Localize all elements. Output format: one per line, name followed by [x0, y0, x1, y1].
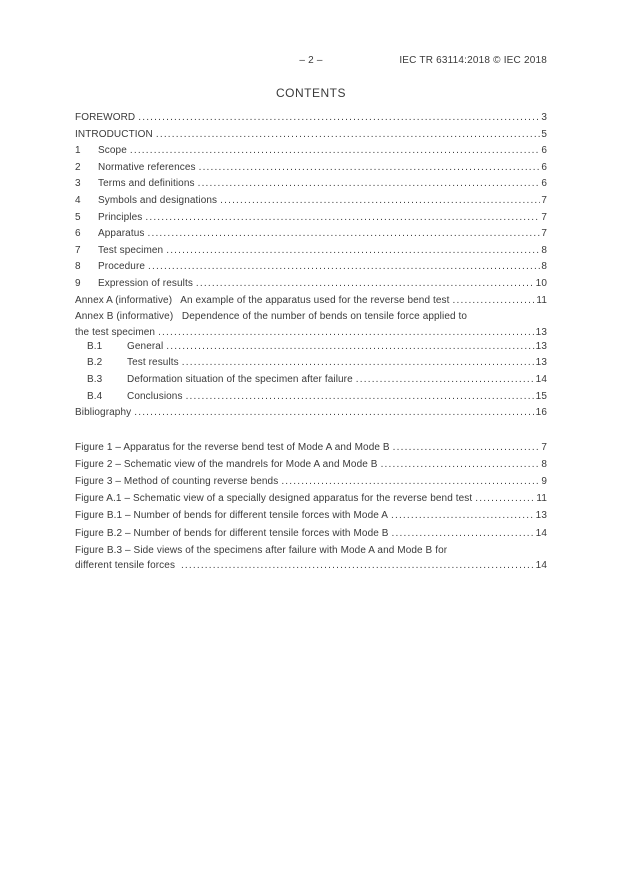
toc-entry-label: Figure 3 – Method of counting reverse bends	[75, 476, 279, 488]
toc-entry-label: Test results	[127, 357, 179, 369]
toc-sections-list	[75, 110, 547, 422]
toc-entry-page: 13	[535, 326, 547, 338]
toc-entry-page: 10	[535, 277, 547, 289]
dot-leader	[453, 293, 536, 310]
toc-entry-page: 13	[535, 510, 547, 522]
toc-entry-page: 11	[536, 493, 547, 505]
toc-entry-page: 8	[541, 244, 547, 256]
dot-leader	[166, 339, 534, 356]
toc-entry-number: 8	[75, 261, 81, 273]
dot-leader	[281, 473, 540, 490]
table-of-contents	[75, 110, 547, 572]
toc-entry-label: Principles	[98, 211, 143, 223]
dot-leader	[381, 456, 541, 473]
toc-figures-list	[75, 439, 547, 572]
toc-section-row[interactable]	[75, 339, 547, 356]
toc-entry-page: 6	[541, 145, 547, 157]
toc-entry-label: the test specimen	[75, 326, 156, 338]
toc-section-row[interactable]	[75, 143, 547, 160]
toc-entry-label: Figure B.3 – Side views of the specimens after failure with Mode A and Mode B for	[75, 544, 448, 556]
toc-entry-page: 7	[541, 194, 547, 206]
toc-entry-number: 2	[75, 161, 81, 173]
toc-entry-label: Figure B.2 – Number of bends for different tensile forces with Mode B	[75, 527, 389, 539]
dot-leader	[130, 143, 540, 160]
toc-entry-page: 13	[535, 357, 547, 369]
dot-leader	[199, 160, 541, 177]
page-header	[75, 54, 547, 67]
dot-leader	[392, 525, 535, 542]
toc-figure-row[interactable]	[75, 542, 547, 559]
toc-section-row[interactable]	[75, 355, 547, 372]
toc-figure-row[interactable]	[75, 456, 547, 473]
toc-section-row[interactable]	[75, 389, 547, 406]
toc-entry-label: Deformation situation of the specimen after failure	[127, 373, 353, 385]
toc-entry-page: 16	[535, 407, 547, 419]
toc-section-row[interactable]	[75, 293, 547, 310]
toc-entry-number: 4	[75, 194, 81, 206]
toc-entry-label: Bibliography	[75, 407, 132, 419]
toc-entry-label: General	[127, 340, 164, 352]
toc-entry-label: Figure 2 – Schematic view of the mandrels for Mode A and Mode B	[75, 458, 378, 470]
toc-section-row[interactable]	[75, 259, 547, 276]
toc-entry-page: 14	[535, 527, 547, 539]
toc-figure-row[interactable]	[75, 507, 547, 524]
page-number-marker: – 2 –	[299, 55, 323, 66]
toc-entry-label: Figure A.1 – Schematic view of a specially designed apparatus for the reverse bend test	[75, 493, 473, 505]
toc-section-row[interactable]	[75, 193, 547, 210]
toc-section-row[interactable]	[75, 127, 547, 144]
dot-leader	[156, 127, 540, 144]
toc-entry-page: 7	[541, 211, 547, 223]
toc-section-row[interactable]	[75, 405, 547, 422]
toc-entry-label: Apparatus	[98, 228, 145, 240]
toc-entry-page: 15	[535, 390, 547, 402]
toc-entry-page: 13	[535, 340, 547, 352]
dot-leader	[182, 355, 535, 372]
toc-entry-label: Normative references	[98, 161, 196, 173]
toc-entry-label: Conclusions	[127, 390, 183, 402]
toc-entry-page: 8	[541, 261, 547, 273]
toc-entry-label: FOREWORD	[75, 112, 136, 123]
toc-entry-number: B.3	[87, 373, 103, 385]
dot-leader	[138, 110, 540, 127]
toc-entry-label: Figure B.1 – Number of bends for different tensile forces with Mode A	[75, 510, 388, 522]
dot-leader	[220, 193, 540, 210]
dot-leader	[148, 259, 540, 276]
toc-section-row[interactable]	[75, 226, 547, 243]
toc-entry-page: 8	[541, 458, 547, 470]
toc-entry-page: 7	[541, 228, 547, 240]
toc-entry-page: 9	[541, 476, 547, 488]
toc-section-row[interactable]	[75, 110, 547, 127]
toc-entry-label: Expression of results	[98, 277, 193, 289]
document-reference: IEC TR 63114:2018 © IEC 2018	[399, 55, 547, 66]
toc-entry-number: 9	[75, 277, 81, 289]
toc-section-row[interactable]	[75, 176, 547, 193]
toc-entry-page: 6	[541, 178, 547, 190]
toc-entry-number: 5	[75, 211, 81, 223]
toc-entry-page: 5	[541, 128, 547, 140]
toc-section-row[interactable]	[75, 210, 547, 227]
toc-section-row[interactable]	[75, 326, 547, 339]
toc-entry-number: B.4	[87, 390, 103, 402]
toc-entry-number: 6	[75, 228, 81, 240]
toc-entry-page: 14	[535, 560, 547, 571]
toc-entry-number: 1	[75, 145, 81, 157]
toc-entry-page: 7	[541, 441, 547, 453]
dot-leader	[391, 507, 535, 524]
dot-leader	[134, 405, 534, 422]
toc-entry-label: Annex B (informative) Dependence of the number of bends on tensile force applied to	[75, 311, 468, 323]
toc-entry-label: Figure 1 – Apparatus for the reverse bend test of Mode A and Mode B	[75, 441, 390, 453]
toc-entry-page: 11	[536, 294, 547, 306]
toc-entry-label: different tensile forces	[75, 560, 178, 571]
toc-entry-number: B.1	[87, 340, 103, 352]
dot-leader	[356, 372, 535, 389]
toc-section-row[interactable]	[75, 243, 547, 260]
toc-entry-number: B.2	[87, 357, 103, 369]
toc-entry-label: Annex A (informative) An example of the apparatus used for the reverse bend test	[75, 294, 450, 306]
toc-figure-row[interactable]	[75, 525, 547, 542]
toc-section-row[interactable]	[75, 160, 547, 177]
toc-entry-label: Terms and definitions	[98, 178, 195, 190]
toc-entry-page: 3	[541, 112, 547, 123]
toc-figure-row[interactable]	[75, 559, 547, 572]
dot-leader	[145, 210, 540, 227]
dot-leader	[475, 490, 535, 507]
toc-entry-page: 6	[541, 161, 547, 173]
dot-leader	[393, 439, 541, 456]
dot-leader	[196, 276, 535, 293]
toc-section-row[interactable]	[75, 372, 547, 389]
dot-leader	[198, 176, 541, 193]
dot-leader	[186, 389, 535, 406]
dot-leader	[166, 243, 540, 260]
dot-leader	[158, 326, 535, 339]
toc-entry-label: Scope	[98, 145, 127, 157]
toc-entry-label: INTRODUCTION	[75, 128, 153, 140]
toc-figure-row[interactable]	[75, 490, 547, 507]
toc-entry-label: Procedure	[98, 261, 146, 273]
toc-entry-label: Symbols and designations	[98, 194, 218, 206]
toc-entry-label: Test specimen	[98, 244, 164, 256]
toc-figure-row[interactable]	[75, 439, 547, 456]
toc-entry-page: 14	[535, 373, 547, 385]
dot-leader	[148, 226, 541, 243]
toc-figure-row[interactable]	[75, 473, 547, 490]
dot-leader	[181, 559, 535, 572]
toc-entry-number: 7	[75, 244, 81, 256]
toc-section-row[interactable]	[75, 309, 547, 326]
toc-section-row[interactable]	[75, 276, 547, 293]
contents-title: CONTENTS	[276, 86, 346, 100]
toc-entry-number: 3	[75, 178, 81, 190]
